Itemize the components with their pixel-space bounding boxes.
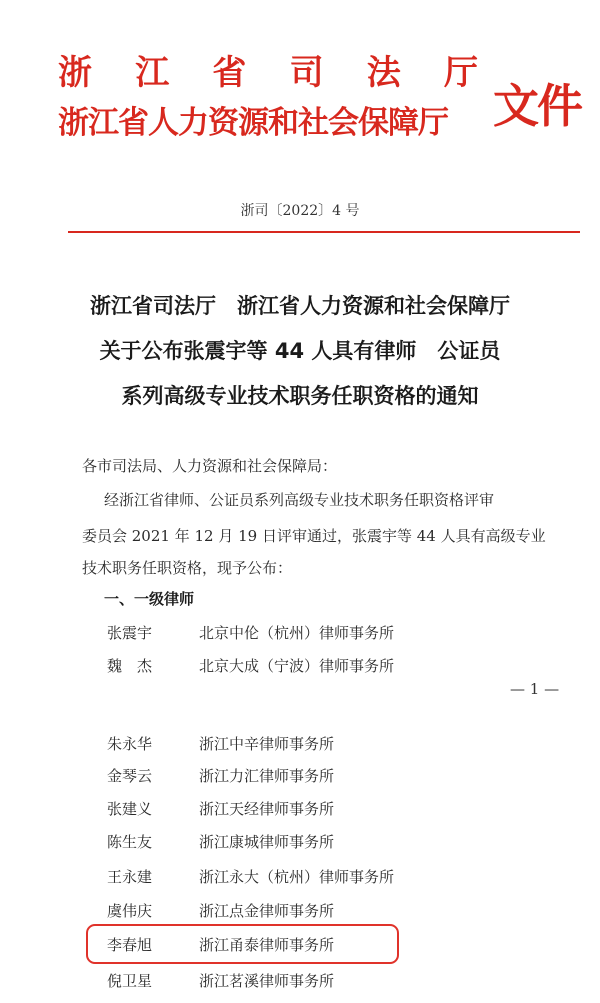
header-char: 江 xyxy=(135,53,170,93)
list-item xyxy=(107,970,334,994)
red-divider xyxy=(68,231,580,233)
highlight-annotation-box xyxy=(86,924,399,964)
document-number: 浙司〔2022〕4 号 xyxy=(240,203,360,219)
law-firm: 浙江力汇律师事务所 xyxy=(199,767,335,785)
list-item xyxy=(107,831,334,855)
law-firm: 浙江永大（杭州）律师事务所 xyxy=(199,868,395,886)
list-item xyxy=(107,655,394,679)
header-char: 法 xyxy=(366,53,401,93)
person-name: 李春旭 xyxy=(107,936,153,954)
header-char: 浙 xyxy=(58,53,92,93)
header-char: 省 xyxy=(212,53,247,93)
section-heading: 一、一级律师 xyxy=(104,590,195,608)
person-name: 倪卫星 xyxy=(107,972,153,990)
header-char: 厅 xyxy=(443,53,478,93)
list-item xyxy=(107,765,334,789)
person-name: 陈生友 xyxy=(107,833,153,851)
law-firm: 北京中伦（杭州）律师事务所 xyxy=(199,624,395,642)
title-line-3: 系列高级专业技术职务任职资格的通知 xyxy=(121,384,479,408)
header-agency-2: 浙江省人力资源和社会保障厅 xyxy=(58,105,448,141)
person-name: 张震宇 xyxy=(107,624,153,642)
person-name: 金琴云 xyxy=(107,767,153,785)
list-item xyxy=(107,798,334,822)
header-document-suffix: 文件 xyxy=(493,79,581,133)
page-number: — 1 — xyxy=(510,680,560,698)
law-firm: 浙江甬泰律师事务所 xyxy=(199,936,335,954)
person-name: 虞伟庆 xyxy=(107,902,153,920)
law-firm: 北京大成（宁波）律师事务所 xyxy=(199,657,395,675)
title-line-1: 浙江省司法厅 浙江省人力资源和社会保障厅 xyxy=(90,294,510,318)
list-item xyxy=(107,622,394,646)
title-line-2: 关于公布张震宇等 44 人具有律师 公证员 xyxy=(99,339,501,363)
paragraph-line-1: 经浙江省律师、公证员系列高级专业技术职务任职资格评审 xyxy=(104,491,495,509)
list-item xyxy=(107,900,334,924)
paragraph-line-2: 委员会 2021 年 12 月 19 日评审通过，张震宇等 44 人具有高级专业 xyxy=(82,527,546,545)
list-item xyxy=(107,733,334,757)
law-firm: 浙江中辛律师事务所 xyxy=(199,735,335,753)
person-name: 朱永华 xyxy=(107,735,153,753)
list-item xyxy=(107,866,394,890)
law-firm: 浙江茗溪律师事务所 xyxy=(199,972,335,990)
law-firm: 浙江点金律师事务所 xyxy=(199,902,335,920)
law-firm: 浙江天经律师事务所 xyxy=(199,800,335,818)
header-char: 司 xyxy=(289,53,324,93)
law-firm: 浙江康城律师事务所 xyxy=(199,833,335,851)
person-name: 魏 杰 xyxy=(107,657,153,675)
header-agency-1 xyxy=(58,45,478,94)
person-name: 张建义 xyxy=(107,800,153,818)
paragraph-line-3: 技术职务任职资格，现予公布： xyxy=(82,559,293,577)
recipient-line: 各市司法局、人力资源和社会保障局： xyxy=(82,457,338,475)
person-name: 王永建 xyxy=(107,868,153,886)
